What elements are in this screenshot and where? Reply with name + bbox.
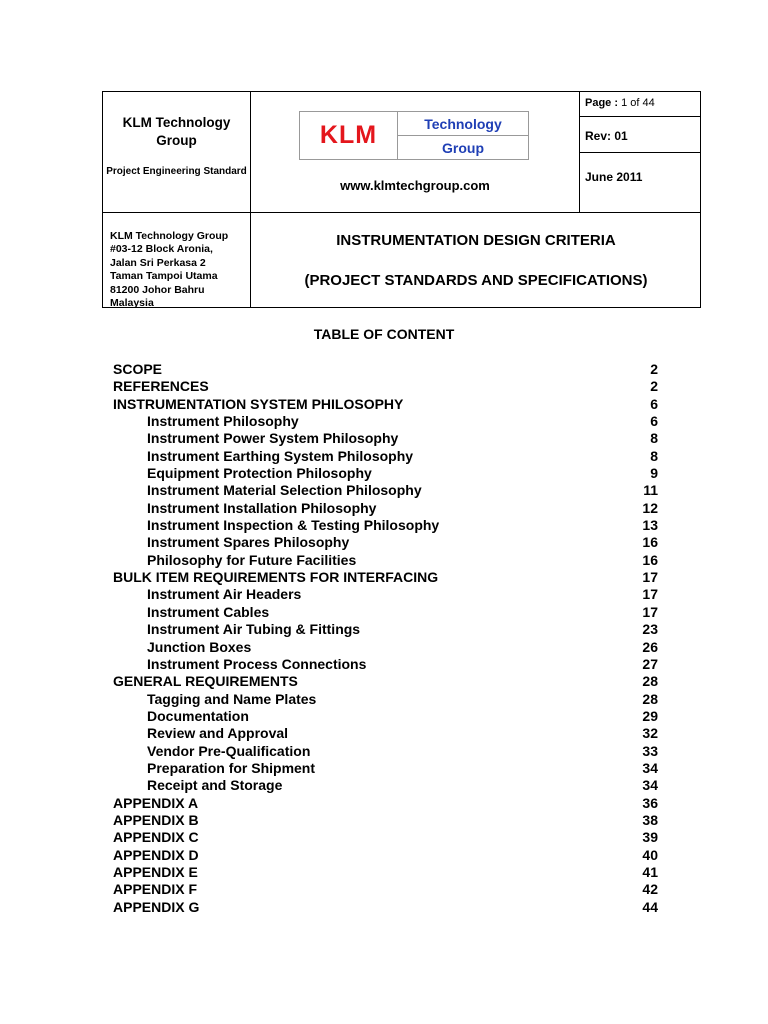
toc-entry-label: GENERAL REQUIREMENTS (113, 673, 298, 690)
toc-entry-page: 12 (642, 499, 658, 516)
toc-subentry[interactable] (113, 552, 658, 569)
toc-entry-page: 44 (642, 898, 658, 915)
company-address (110, 230, 250, 310)
toc-entry-page: 2 (650, 378, 658, 395)
toc-entry-page: 17 (642, 586, 658, 603)
toc-subentry[interactable] (113, 517, 658, 534)
company-name: KLM Technology Group (122, 115, 231, 148)
toc-entry-page: 39 (642, 829, 658, 846)
toc-subentry[interactable] (113, 413, 658, 430)
document-title: INSTRUMENTATION DESIGN CRITERIA (336, 232, 616, 249)
header-divider (579, 116, 700, 117)
toc-subentry[interactable] (113, 777, 658, 794)
toc-entry-page: 38 (642, 811, 658, 828)
toc-entry-page: 6 (650, 413, 658, 430)
toc-entry-label: Instrument Installation Philosophy (147, 499, 377, 516)
toc-subentry[interactable] (113, 430, 658, 447)
address-line: #03-12 Block Aronia, (110, 243, 213, 256)
toc-entry-page: 29 (642, 707, 658, 724)
toc-entry-label: APPENDIX A (113, 794, 199, 811)
toc-subentry[interactable] (113, 482, 658, 499)
toc-entry-page: 28 (642, 673, 658, 690)
toc-subentry[interactable] (113, 725, 658, 742)
toc-entry[interactable] (113, 881, 658, 898)
toc-subentry[interactable] (113, 500, 658, 517)
toc-subentry[interactable] (113, 639, 658, 656)
toc-subentry[interactable] (113, 656, 658, 673)
toc-entry-label: Instrument Philosophy (147, 413, 299, 430)
toc-entry-label: APPENDIX C (113, 829, 199, 846)
page-number (585, 97, 655, 109)
toc-entry-page: 8 (650, 430, 658, 447)
toc-entry-page: 34 (642, 777, 658, 794)
toc-entry-page: 2 (650, 361, 658, 377)
toc-entry-label: APPENDIX B (113, 811, 199, 828)
toc-entry-page: 11 (643, 482, 658, 499)
toc-entry-page: 41 (642, 863, 658, 880)
toc-entry-page: 23 (642, 621, 658, 638)
address-line: KLM Technology Group (110, 230, 229, 242)
toc-entry-page: 17 (642, 603, 658, 620)
toc-entry-label: Equipment Protection Philosophy (147, 465, 372, 482)
logo-line-1: Technology (398, 112, 528, 136)
toc-entry-page: 26 (642, 638, 658, 655)
revision: Rev: 01 (585, 129, 628, 143)
toc-entry-label: APPENDIX F (113, 881, 198, 898)
toc-entry[interactable] (113, 847, 658, 864)
toc-entry-label: Instrument Spares Philosophy (147, 534, 350, 551)
issue-date: June 2011 (585, 170, 643, 184)
company-logo (299, 111, 529, 160)
toc-entry-page: 13 (642, 517, 658, 534)
toc-entry-page: 16 (642, 551, 658, 568)
website-link[interactable]: www.klmtechgroup.com (340, 178, 490, 193)
toc-entry[interactable] (113, 899, 658, 916)
toc-entry-label: Junction Boxes (147, 638, 252, 655)
toc-entry-label: APPENDIX G (113, 898, 200, 915)
toc-entry[interactable] (113, 795, 658, 812)
toc-entry-label: Instrument Earthing System Philosophy (147, 447, 414, 464)
toc-entry-page: 6 (650, 395, 658, 412)
toc-entry-page: 28 (642, 690, 658, 707)
toc-entry-page: 27 (642, 655, 658, 672)
toc-entry-label: Instrument Power System Philosophy (147, 430, 399, 447)
toc-entry-label: Review and Approval (147, 725, 289, 742)
toc-subentry[interactable] (113, 534, 658, 551)
toc-subentry[interactable] (113, 621, 658, 638)
page-value: 1 of 44 (621, 97, 655, 109)
toc-entry-label: BULK ITEM REQUIREMENTS FOR INTERFACING (113, 569, 439, 586)
toc-entry[interactable] (113, 569, 658, 586)
toc-entry-page: 17 (642, 569, 658, 586)
toc-entry[interactable] (113, 361, 658, 378)
document-subtitle: (PROJECT STANDARDS AND SPECIFICATIONS) (304, 272, 648, 289)
toc-entry-label: Tagging and Name Plates (147, 690, 317, 707)
toc-entry-label: Instrument Cables (147, 603, 270, 620)
toc-entry-label: APPENDIX D (113, 846, 199, 863)
toc-entry[interactable] (113, 829, 658, 846)
toc-entry-page: 40 (642, 846, 658, 863)
toc-entry[interactable] (113, 396, 658, 413)
toc-entry[interactable] (113, 812, 658, 829)
toc-subentry[interactable] (113, 743, 658, 760)
table-of-contents (113, 361, 658, 916)
toc-entry-label: INSTRUMENTATION SYSTEM PHILOSOPHY (113, 395, 404, 412)
toc-subentry[interactable] (113, 448, 658, 465)
toc-subentry[interactable] (113, 586, 658, 603)
toc-entry[interactable] (113, 673, 658, 690)
toc-entry-label: Instrument Air Headers (147, 586, 302, 603)
toc-entry-label: Instrument Material Selection Philosophy (147, 482, 422, 499)
address-line: Malaysia (110, 297, 154, 310)
logo-mark: KLM (300, 112, 398, 159)
toc-entry-label: APPENDIX E (113, 863, 198, 880)
toc-entry-page: 34 (642, 759, 658, 776)
toc-heading: TABLE OF CONTENT (313, 326, 455, 342)
standard-type: Project Engineering Standard (106, 166, 247, 177)
toc-entry-page: 36 (642, 794, 658, 811)
toc-entry-page: 16 (642, 534, 658, 551)
address-line: Jalan Sri Perkasa 2 (110, 256, 206, 269)
toc-subentry[interactable] (113, 465, 658, 482)
toc-entry-label: Instrument Inspection & Testing Philosophy (147, 517, 440, 534)
toc-entry[interactable] (113, 864, 658, 881)
toc-entry-label: Instrument Process Connections (147, 655, 367, 672)
toc-subentry[interactable] (113, 604, 658, 621)
document-header (102, 91, 701, 308)
toc-entry-label: Preparation for Shipment (147, 759, 316, 776)
logo-line-2: Group (442, 139, 484, 156)
toc-subentry[interactable] (113, 708, 658, 725)
toc-entry-page: 42 (642, 881, 658, 898)
toc-entry-label: Documentation (147, 707, 249, 724)
toc-entry-label: Instrument Air Tubing & Fittings (147, 621, 361, 638)
toc-entry-page: 32 (642, 725, 658, 742)
toc-entry-label: REFERENCES (113, 378, 209, 395)
address-line: Taman Tampoi Utama (110, 270, 218, 283)
toc-entry[interactable] (113, 378, 658, 395)
toc-entry-label: Vendor Pre-Qualification (147, 742, 311, 759)
header-divider (579, 152, 700, 153)
page-label: Page : (585, 97, 619, 109)
toc-entry-page: 9 (650, 465, 658, 482)
toc-subentry[interactable] (113, 760, 658, 777)
toc-entry-page: 8 (650, 447, 658, 464)
toc-entry-label: Receipt and Storage (147, 777, 283, 794)
toc-entry-page: 33 (642, 742, 658, 759)
address-line: 81200 Johor Bahru (110, 283, 205, 296)
toc-entry-label: Philosophy for Future Facilities (147, 551, 357, 568)
toc-entry-label: SCOPE (113, 361, 163, 377)
header-divider (103, 212, 700, 213)
toc-subentry[interactable] (113, 691, 658, 708)
